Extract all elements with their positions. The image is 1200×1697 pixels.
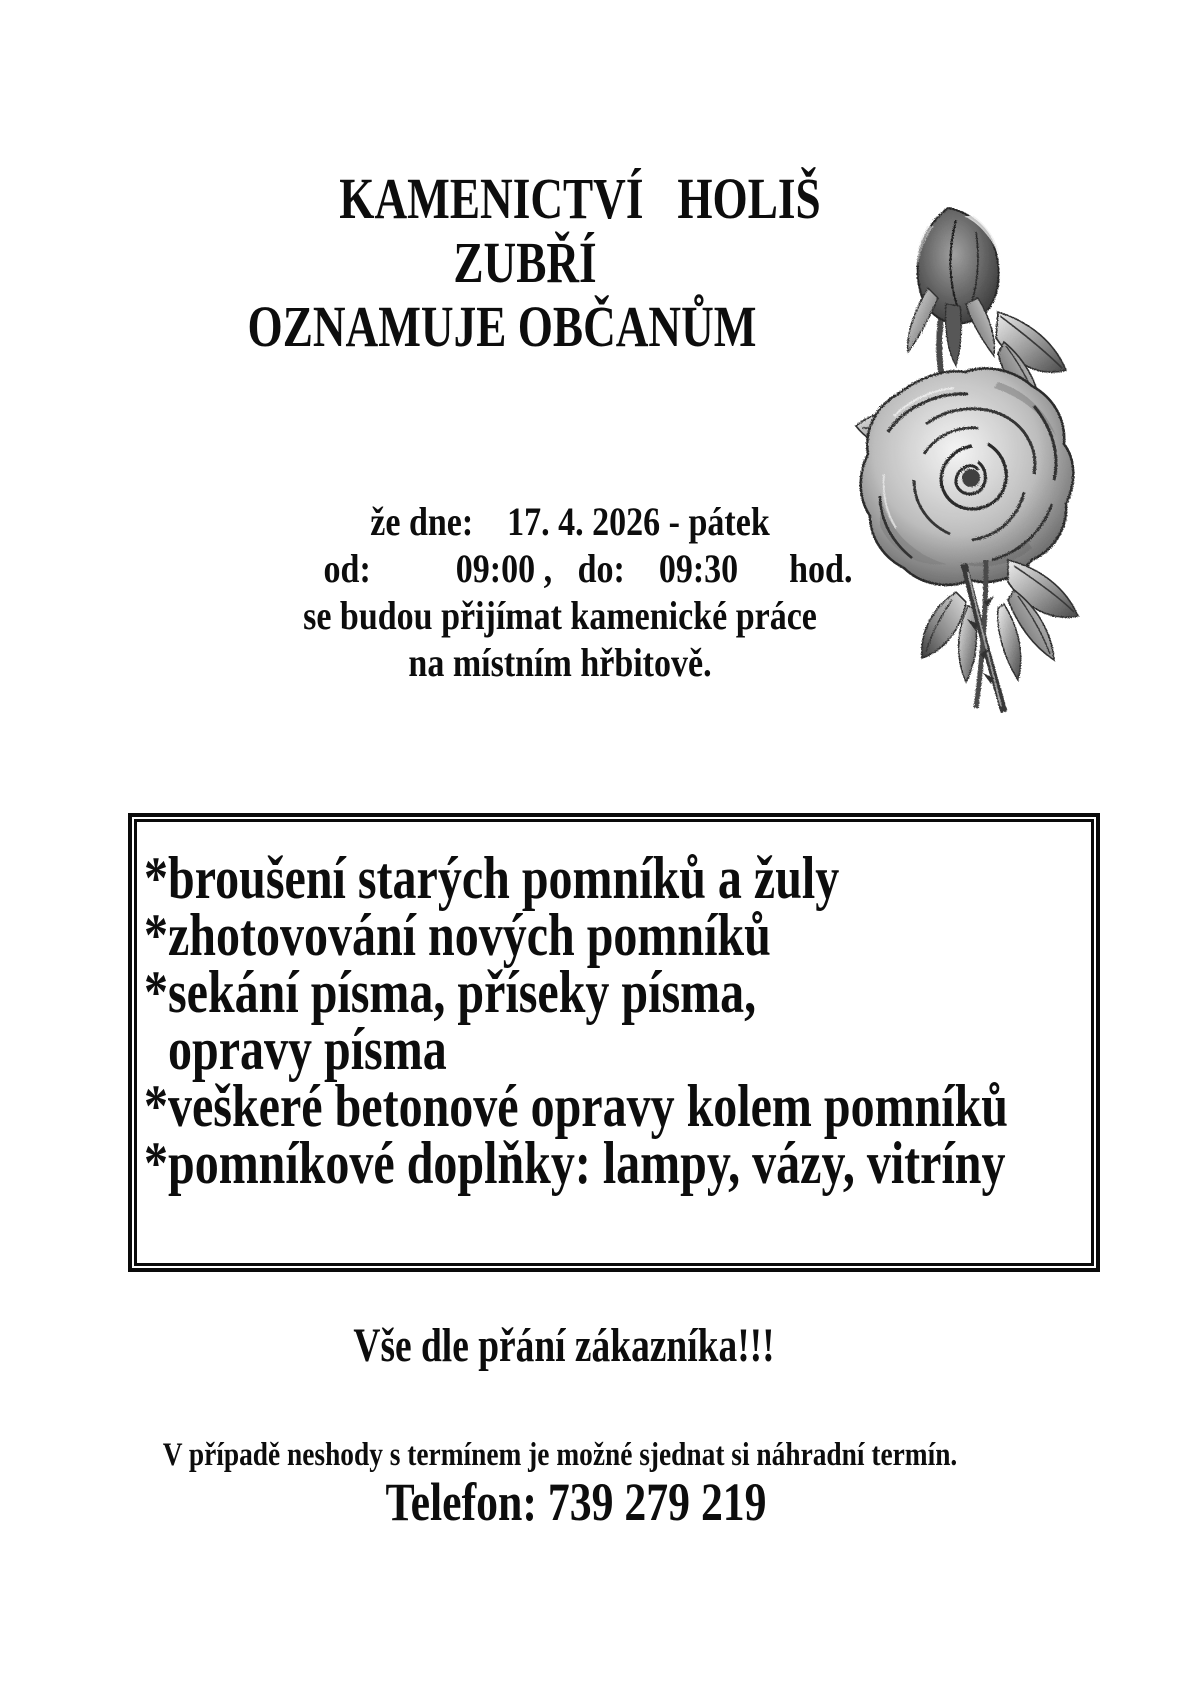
service-item: *pomníkové doplňky: lampy, vázy, vitríny	[144, 1130, 1006, 1196]
services-box-inner	[134, 819, 1094, 1266]
service-item: *zhotovování nových pomníků	[144, 902, 771, 968]
service-item: *veškeré betonové opravy kolem pomníků	[144, 1073, 1008, 1139]
note-line: V případě neshody s termínem je možné sjednat si náhradní termín.	[162, 1437, 958, 1473]
closing-line: Vše dle přání zákazníka!!!	[353, 1319, 775, 1372]
title-line: OZNAMUJE OBČANŮM	[247, 294, 757, 359]
announcement-place-line: na místním hřbitově.	[408, 640, 712, 685]
service-item-continuation: opravy písma	[144, 1016, 447, 1082]
announcement-time-line: od: 09:00 , do: 09:30 hod.	[323, 546, 853, 591]
announcement-block	[0, 498, 1120, 686]
title-line: ZUBŘÍ	[453, 230, 597, 295]
service-item: *sekání písma, příseky písma,	[144, 959, 757, 1025]
announcement-text-line: se budou přijímat kamenické práce	[303, 593, 817, 638]
service-item: *broušení starých pomníků a žuly	[144, 845, 840, 911]
services-box	[128, 813, 1100, 1272]
phone-line: Telefon: 739 279 219	[385, 1472, 767, 1532]
announcement-date-line: že dne: 17. 4. 2026 - pátek	[370, 499, 770, 544]
title-line: KAMENICTVÍ HOLIŠ	[339, 166, 821, 231]
